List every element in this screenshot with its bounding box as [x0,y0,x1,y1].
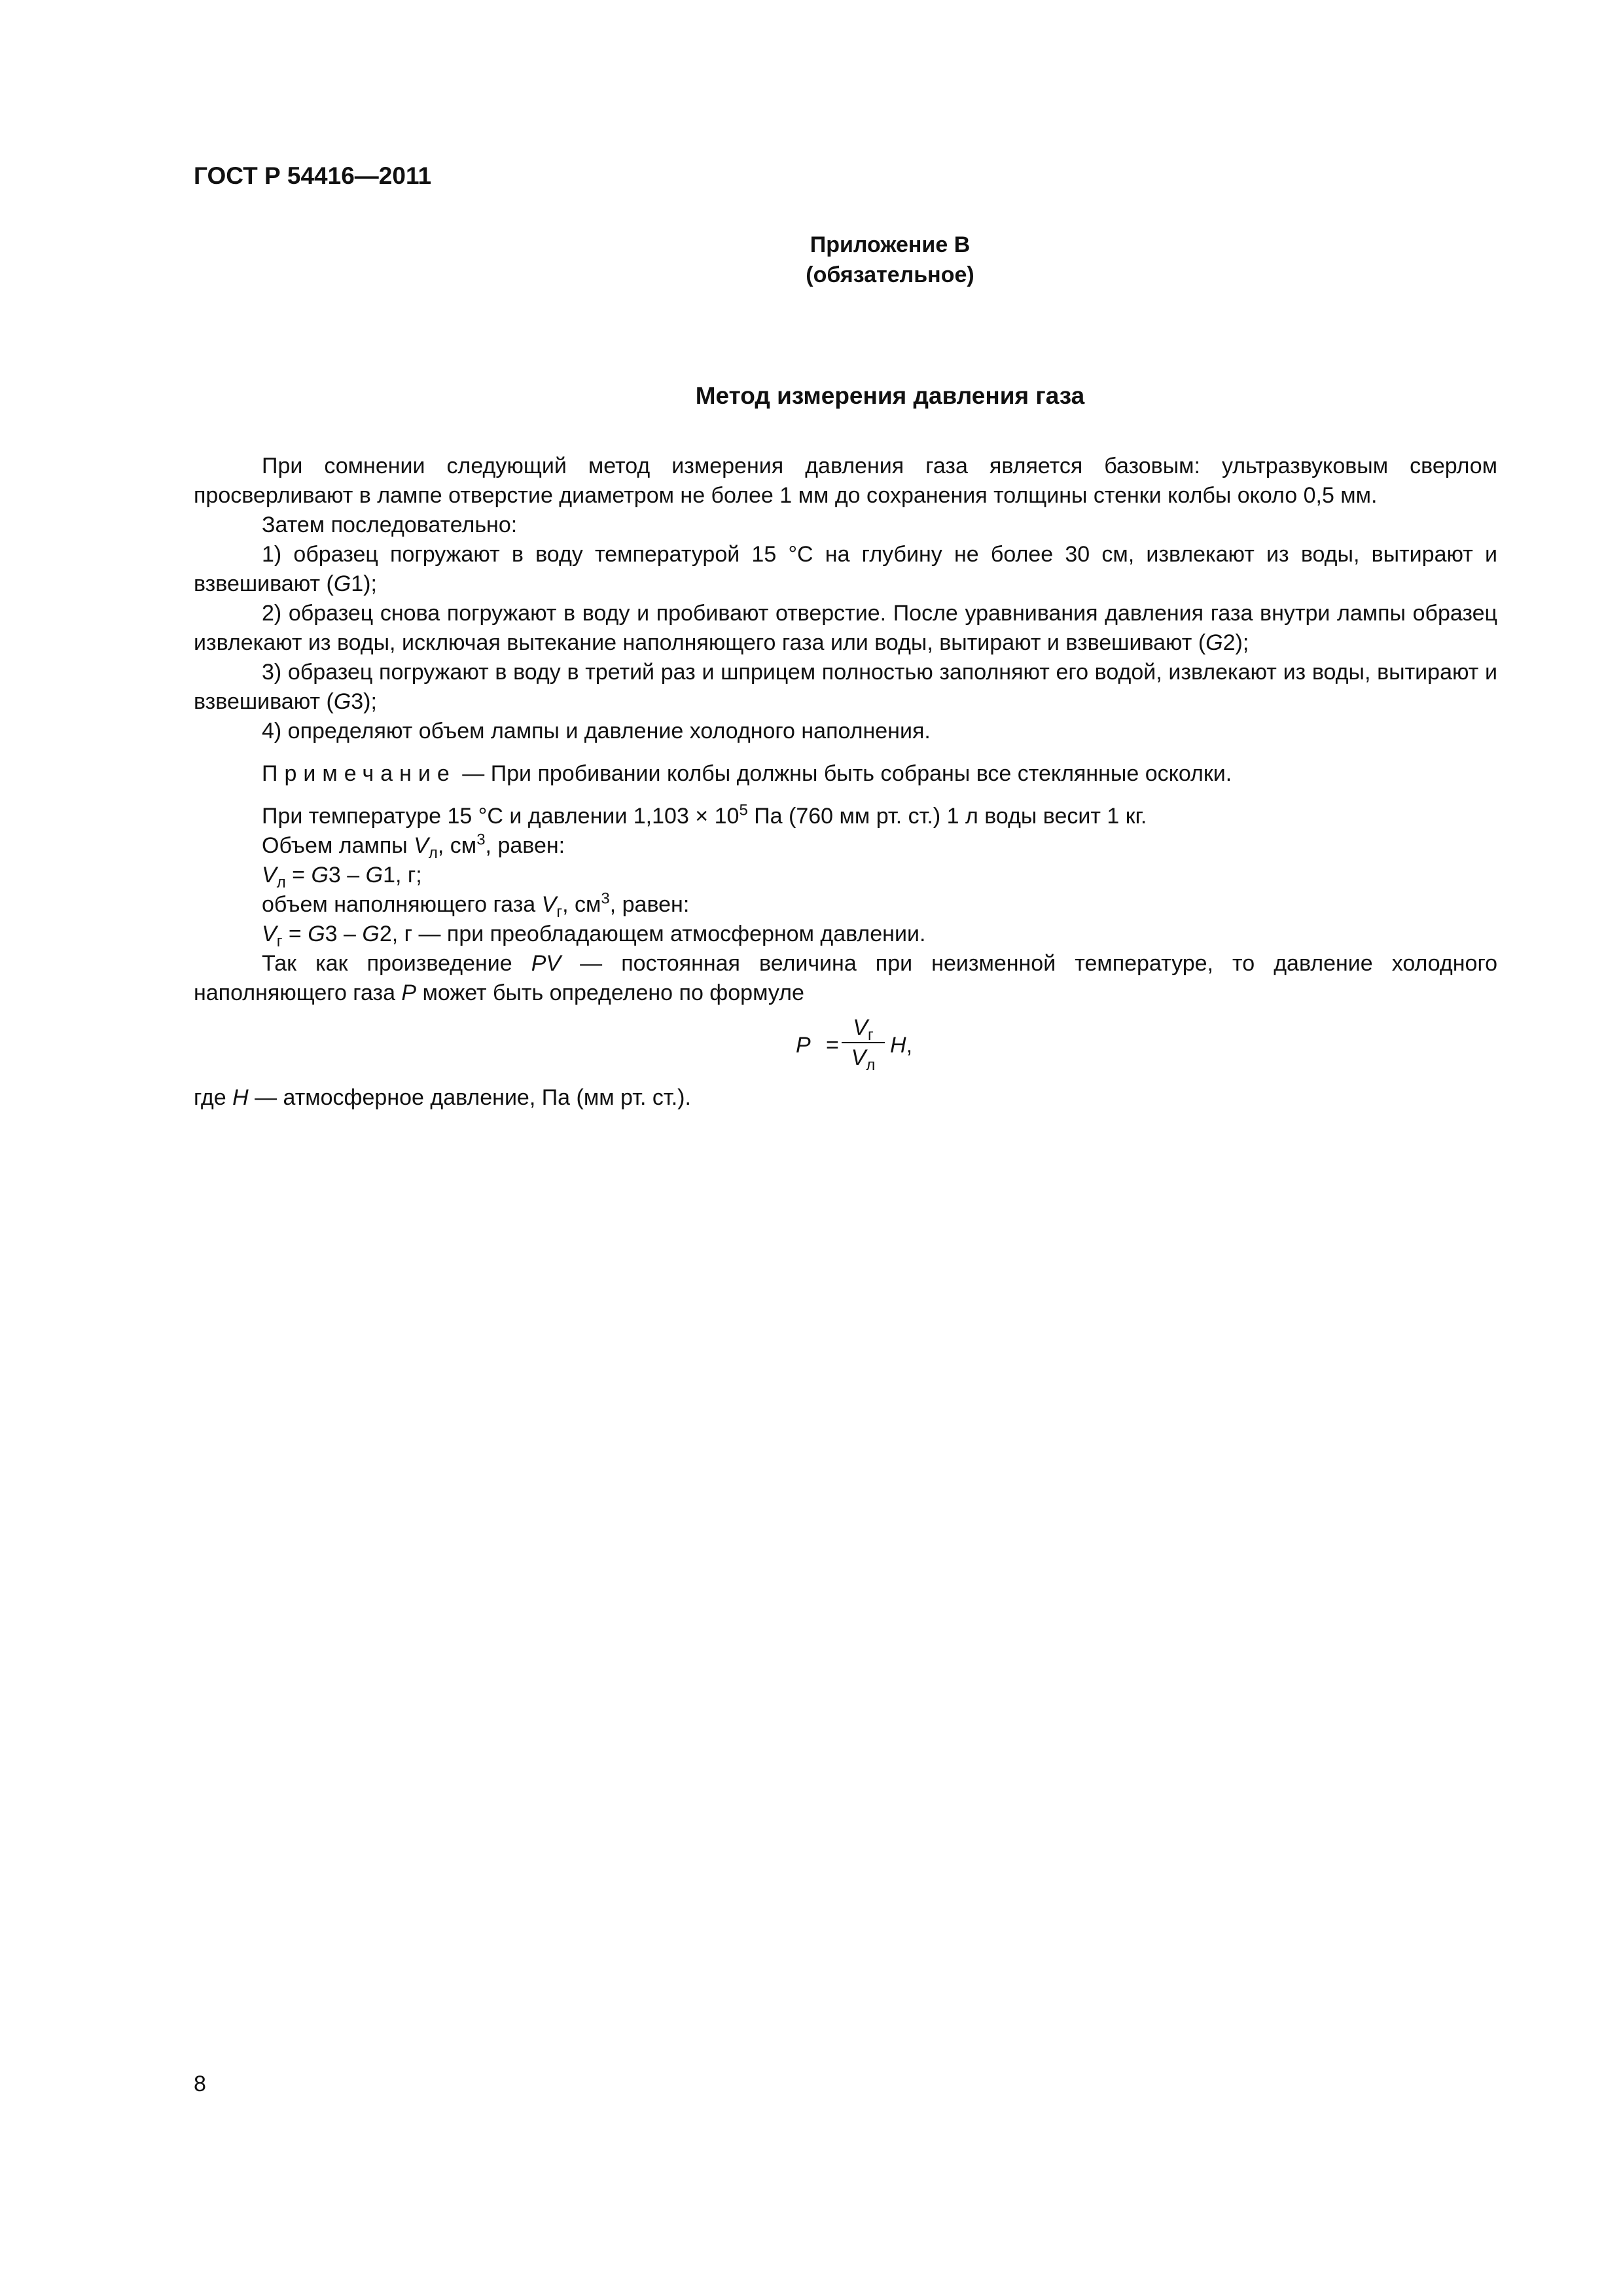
step-1-var: G [333,571,351,596]
formula-num-var: V [853,1015,868,1040]
where-var: H [232,1085,249,1110]
step-2-text: 2) образец снова погружают в воду и пробивают отверстие. После уравнивания давления газа внутри лампы образец извлекают из воды, исключая вытекание наполняющего газа или воды, вытирают и взвешивают ( [194,601,1497,655]
conditions-b: Па (760 мм рт. ст.) 1 л воды весит 1 кг. [747,804,1147,829]
formula-numerator [842,1014,885,1044]
note-label: Примечание [262,761,456,786]
where-a: где [194,1085,233,1110]
gas-eq-sub: г [276,932,283,950]
step-3-text: 3) образец погружают в воду в третий раз и шприцем полностью заполняют его водой, извлекают из воды, вытирают и взвешивают ( [194,660,1497,714]
page-number: 8 [194,2072,206,2096]
formula-rhs-var: H [890,1033,906,1058]
conditions-exponent: 5 [739,801,748,819]
section-title: Метод измерения давления газа [695,382,1085,409]
gas-label-c: , равен: [609,892,690,917]
gas-label-b: , см [562,892,601,917]
pv-p: P [401,980,417,1005]
step-2-end: 2); [1222,630,1249,655]
pv-var: PV [531,951,562,976]
step-2-var: G [1205,630,1223,655]
gas-label-a: объем наполняющего газа [262,892,542,917]
paragraph-intro: При сомнении следующий метод измерения давления газа является базовым: ультразвуковым сверлом просверливают в лампе отверстие диаметром не более 1 мм до сохранения толщины стенки колбы около 0,5 мм. [194,454,1497,508]
pv-a: Так как произведение [262,951,531,976]
formula-rhs [890,1033,912,1058]
volume-label-b: , см [437,833,477,858]
gas-eq-g2: G [362,922,380,946]
pv-b: — постоянная величина при неизменной температуре, то давление холодного наполняющего газа [194,951,1498,1005]
pv-paragraph [194,949,1497,1008]
gas-label [194,890,1497,920]
gas-sub: г [556,903,563,921]
pv-c: может быть определено по формуле [416,980,804,1005]
note-text: — При пробивании колбы должны быть собраны все стеклянные осколки. [455,761,1232,786]
volume-eq-v: V [262,863,277,888]
gas-eq-c: 2, г — при преобладающем атмосферном давлении. [379,922,926,946]
document-body [194,452,1497,1008]
gas-equation [194,920,1497,949]
formula-num-sub: г [867,1026,874,1044]
gas-eq-b: 3 – [325,922,363,946]
formula-lhs: P [796,1033,811,1058]
step-3-end: 3); [351,689,377,714]
volume-sup: 3 [476,831,486,849]
volume-var: V [414,833,429,858]
gas-eq-v: V [262,922,277,946]
volume-equation [194,861,1497,890]
conditions [194,802,1497,831]
step-3 [194,658,1497,717]
step-1 [194,540,1497,599]
formula-fraction [842,1014,885,1074]
formula-fraction-bar [842,1042,885,1043]
where-b: — атмосферное давление, Па (мм рт. ст.). [248,1085,691,1110]
gas-var: V [541,892,557,917]
formula-denominator [842,1045,885,1074]
where-clause [194,1085,691,1111]
volume-eq-a: = [285,863,312,888]
volume-label-a: Объем лампы [262,833,414,858]
gas-sup: 3 [601,889,610,908]
volume-label-c: , равен: [485,833,565,858]
appendix-status: (обязательное) [806,262,974,287]
volume-label [194,831,1497,861]
gas-eq-a: = [282,922,308,946]
appendix-title: Приложение В [810,232,971,257]
step-4: 4) определяют объем лампы и давление холодного наполнения. [262,719,931,744]
volume-eq-sub: л [276,873,286,891]
document-header: ГОСТ Р 54416—2011 [194,162,432,189]
volume-eq-g1: G [365,863,383,888]
formula-den-var: V [851,1045,866,1070]
pressure-formula [785,1014,982,1080]
step-1-end: 1); [351,571,377,596]
formula-den-sub: л [866,1056,876,1074]
gas-eq-g3: G [308,922,325,946]
step-3-var: G [333,689,351,714]
paragraph-then: Затем последовательно: [262,512,518,537]
volume-sub: л [428,844,438,862]
volume-eq-b: 3 – [328,863,366,888]
note [194,759,1497,789]
formula-rhs-end: , [906,1033,913,1058]
volume-eq-c: 1, г; [383,863,422,888]
volume-eq-g3: G [311,863,329,888]
formula-equals: = [826,1033,839,1058]
step-1-text: 1) образец погружают в воду температурой 15 °С на глубину не более 30 см, извлекают из воды, вытирают и взвешивают ( [194,542,1497,596]
step-2 [194,599,1497,658]
conditions-a: При температуре 15 °С и давлении 1,103 × 10 [262,804,740,829]
